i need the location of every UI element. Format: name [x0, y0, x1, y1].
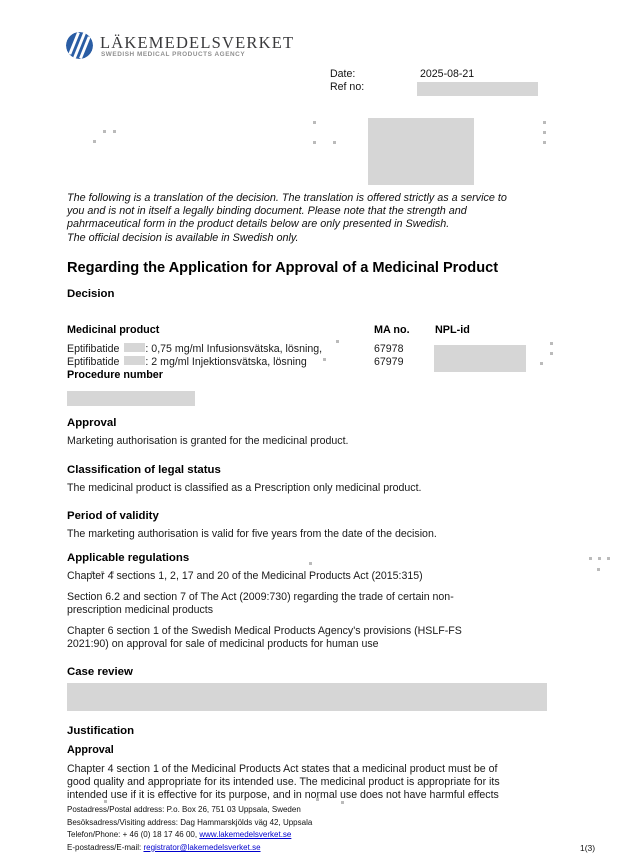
- npl-id-redaction-block: [434, 345, 526, 372]
- case-review-heading: Case review: [67, 666, 133, 678]
- product-name: Eptifibatide: [67, 343, 120, 355]
- regulations-line: Chapter 6 section 1 of the Swedish Medical Products Agency's provisions (HSLF-FS: [67, 625, 462, 637]
- classification-body: The medicinal product is classified as a Prescription only medicinal product.: [67, 482, 422, 494]
- justification-paragraph: [67, 763, 562, 803]
- redaction-dot: [543, 141, 546, 144]
- redaction-dot: [607, 557, 610, 560]
- redaction-dot: [543, 121, 546, 124]
- product-name-redaction-block: [124, 343, 145, 352]
- procedure-number-redaction-block: [67, 391, 195, 406]
- redaction-dot: [543, 131, 546, 134]
- approval-body: Marketing authorisation is granted for the medicinal product.: [67, 435, 349, 447]
- agency-wordmark: LÄKEMEDELSVERKET: [100, 33, 295, 52]
- redaction-dot: [333, 141, 336, 144]
- footer-email-label: E-postadress/E-mail:: [67, 842, 144, 852]
- date-label: Date:: [330, 68, 356, 80]
- redaction-dot: [313, 141, 316, 144]
- table-row: [67, 343, 322, 356]
- redaction-dot: [336, 340, 339, 343]
- redaction-dot: [598, 557, 601, 560]
- product-strength-form: : 2 mg/ml Injektionsvätska, lösning: [145, 356, 307, 368]
- redaction-dot: [113, 130, 116, 133]
- table-row: [67, 356, 307, 369]
- footer-phone-label: Telefon/Phone: + 46 (0) 18 17 46 00,: [67, 830, 200, 840]
- product-name-redaction-block: [124, 356, 145, 365]
- page-title: Regarding the Application for Approval of a Medicinal Product: [67, 260, 499, 276]
- regulations-line: 2021:90) on approval for sale of medicinal products for human use: [67, 638, 379, 651]
- validity-body: The marketing authorisation is valid for five years from the date of the decision.: [67, 528, 437, 540]
- disclaimer-line: you and is not in itself a legally binding document. Please note that the strength and: [67, 205, 467, 218]
- ref-no-redaction-block: [417, 82, 538, 96]
- product-strength-form: : 0,75 mg/ml Infusionsvätska, lösning,: [145, 343, 323, 355]
- redaction-dot: [540, 362, 543, 365]
- decision-heading: Decision: [67, 288, 115, 300]
- classification-heading: Classification of legal status: [67, 464, 221, 476]
- col-header-npl-id: NPL-id: [435, 324, 470, 336]
- validity-heading: Period of validity: [67, 510, 159, 522]
- website-link[interactable]: www.lakemedelsverket.se: [199, 830, 292, 840]
- product-name: Eptifibatide: [67, 356, 120, 368]
- regulations-line: Section 6.2 and section 7 of The Act (2009:730) regarding the trade of certain non-: [67, 591, 454, 603]
- redaction-dot: [589, 557, 592, 560]
- ma-number: 67978: [374, 343, 404, 355]
- disclaimer-line: The official decision is available in Swedish only.: [67, 231, 299, 244]
- redaction-dot: [550, 342, 553, 345]
- procedure-number-label: Procedure number: [67, 369, 163, 381]
- col-header-ma-no: MA no.: [374, 324, 410, 336]
- justification-approval-subheading: Approval: [67, 744, 114, 756]
- redaction-dot: [313, 121, 316, 124]
- approval-heading: Approval: [67, 417, 117, 429]
- footer-visiting-address: Besöksadress/Visiting address: Dag Hammarskjölds väg 42, Uppsala: [67, 817, 313, 827]
- col-header-medicinal-product: Medicinal product: [67, 324, 160, 336]
- redaction-dot: [597, 568, 600, 571]
- email-link[interactable]: registrator@lakemedelsverket.se: [143, 842, 261, 852]
- translation-disclaimer: [67, 192, 557, 245]
- ref-no-label: Ref no:: [330, 81, 365, 93]
- redaction-dot: [323, 358, 326, 361]
- justification-line: Chapter 4 section 1 of the Medicinal Products Act states that a medicinal product must be of: [67, 763, 498, 775]
- case-review-redaction-block: [67, 683, 547, 711]
- justification-line: intended use if it is effective for its purpose, and in normal use does not have harmful effects: [67, 789, 499, 802]
- footer-phone-line: [67, 829, 547, 842]
- page-number: 1(3): [580, 843, 596, 853]
- lakemedelsverket-logo-icon: [66, 32, 93, 59]
- regulations-paragraph-1: Chapter 4 sections 1, 2, 17 and 20 of the Medicinal Products Act (2015:315): [67, 570, 423, 582]
- agency-tagline: SWEDISH MEDICAL PRODUCTS AGENCY: [101, 51, 246, 58]
- redaction-dot: [550, 352, 553, 355]
- disclaimer-line: The following is a translation of the decision. The translation is offered strictly as a service to: [67, 192, 507, 204]
- regulations-line: prescription medicinal products: [67, 604, 214, 617]
- footer: [67, 804, 547, 854]
- footer-postal-address: Postadress/Postal address: P.o. Box 26, 751 03 Uppsala, Sweden: [67, 805, 301, 814]
- addressee-redaction-block: [368, 118, 474, 185]
- disclaimer-line: pahrmaceutical form in the product details below are only presented in Swedish.: [67, 218, 450, 231]
- redaction-dot: [93, 140, 96, 143]
- regulations-paragraph-3: [67, 625, 562, 651]
- regulations-heading: Applicable regulations: [67, 552, 190, 564]
- footer-email-line: [67, 842, 547, 855]
- date-value: 2025-08-21: [420, 68, 475, 80]
- regulations-paragraph-2: [67, 591, 562, 617]
- redaction-dot: [103, 130, 106, 133]
- justification-line: good quality and appropriate for its intended use. The medicinal product is appropriate for its: [67, 776, 500, 789]
- justification-heading: Justification: [67, 725, 135, 737]
- ma-number: 67979: [374, 356, 404, 368]
- redaction-dot: [309, 562, 312, 565]
